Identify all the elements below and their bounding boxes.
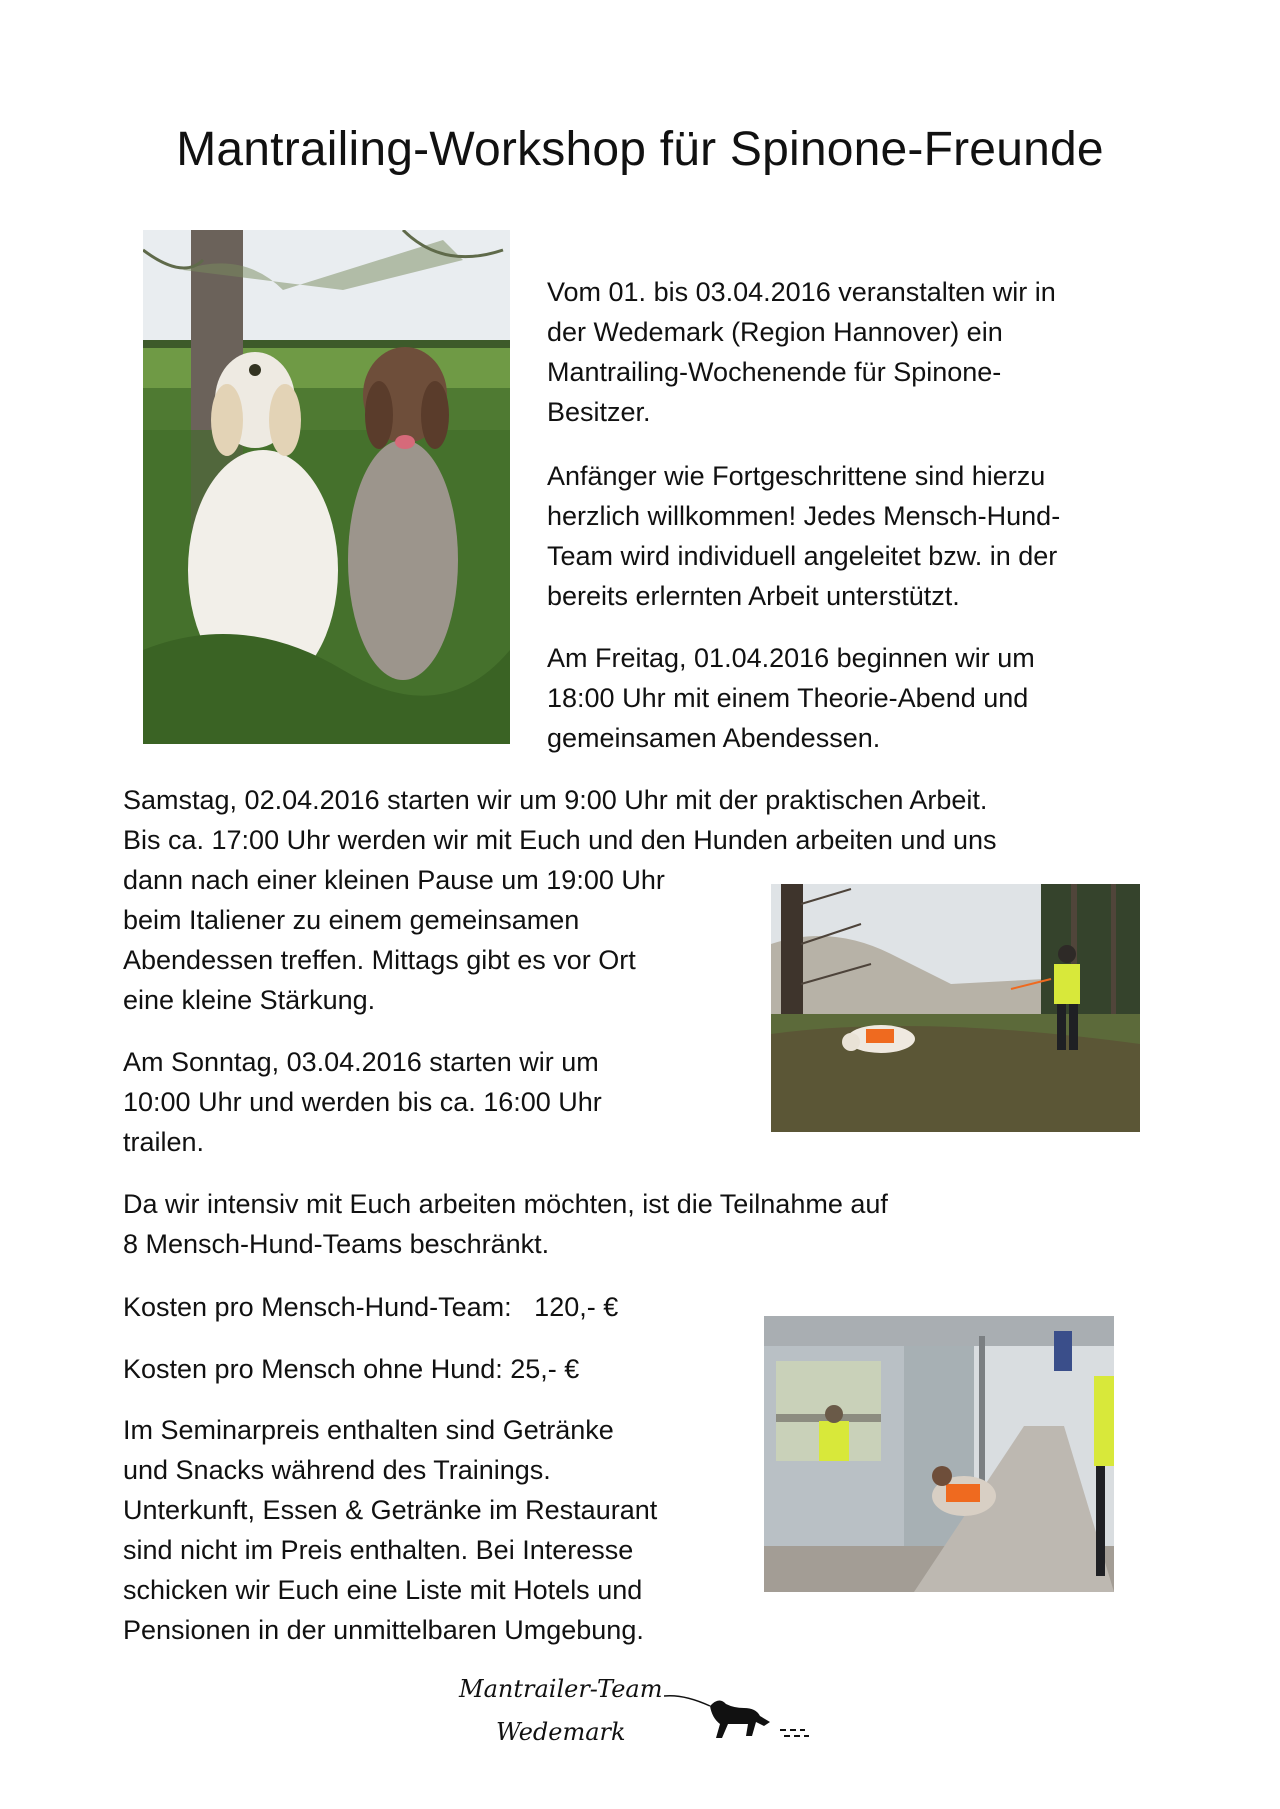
saturday-paragraph-top (123, 780, 997, 860)
dog-silhouette-icon (664, 1684, 834, 1744)
saturday-line: Bis ca. 17:00 Uhr werden wir mit Euch und den Hunden arbeiten und uns (123, 825, 997, 855)
photo-bus-stop (764, 1316, 1114, 1592)
intro-line: Vom 01. bis 03.04.2016 veranstalten wir in (547, 277, 1056, 307)
limit-line: Da wir intensiv mit Euch arbeiten möchten, ist die Teilnahme auf (123, 1189, 888, 1219)
friday-line: gemeinsamen Abendessen. (547, 723, 881, 753)
welcome-line: herzlich willkommen! Jedes Mensch-Hund- (547, 501, 1061, 531)
sunday-line: Am Sonntag, 03.04.2016 starten wir um (123, 1047, 599, 1077)
photo-trailing-field (771, 884, 1140, 1132)
included-line: und Snacks während des Trainings. (123, 1455, 551, 1485)
friday-line: 18:00 Uhr mit einem Theorie-Abend und (547, 683, 1029, 713)
included-line: schicken wir Euch eine Liste mit Hotels und (123, 1575, 643, 1605)
cost-team: Kosten pro Mensch-Hund-Team: 120,- € (123, 1292, 619, 1322)
included-line: sind nicht im Preis enthalten. Bei Interesse (123, 1535, 634, 1565)
photo-two-spinone-dogs (143, 230, 510, 744)
intro-paragraph (547, 272, 1056, 432)
limit-line: 8 Mensch-Hund-Teams beschränkt. (123, 1229, 550, 1259)
saturday-line: beim Italiener zu einem gemeinsamen (123, 905, 580, 935)
sunday-paragraph (123, 1042, 602, 1162)
saturday-paragraph-rest (123, 860, 665, 1020)
welcome-line: bereits erlernten Arbeit unterstützt. (547, 581, 960, 611)
included-line: Im Seminarpreis enthalten sind Getränke (123, 1415, 614, 1445)
sunday-line: 10:00 Uhr und werden bis ca. 16:00 Uhr (123, 1087, 602, 1117)
logo-line-team: Mantrailer-Team (459, 1675, 663, 1703)
friday-line: Am Freitag, 01.04.2016 beginnen wir um (547, 643, 1035, 673)
saturday-line: dann nach einer kleinen Pause um 19:00 Uhr (123, 865, 665, 895)
welcome-paragraph (547, 456, 1060, 616)
welcome-line: Anfänger wie Fortgeschrittene sind hierzu (547, 461, 1046, 491)
sunday-line: trailen. (123, 1127, 205, 1157)
saturday-line: eine kleine Stärkung. (123, 985, 376, 1015)
saturday-line: Abendessen treffen. Mittags gibt es vor Ort (123, 945, 636, 975)
friday-paragraph (547, 638, 1035, 758)
intro-line: Mantrailing-Wochenende für Spinone- (547, 357, 1002, 387)
included-line: Unterkunft, Essen & Getränke im Restaurant (123, 1495, 658, 1525)
saturday-line: Samstag, 02.04.2016 starten wir um 9:00 Uhr mit der praktischen Arbeit. (123, 785, 988, 815)
limit-paragraph (123, 1184, 888, 1264)
included-line: Pensionen in der unmittelbaren Umgebung. (123, 1615, 644, 1645)
logo-line-wedemark: Wedemark (496, 1718, 626, 1746)
intro-line: der Wedemark (Region Hannover) ein (547, 317, 1003, 347)
page-title: Mantrailing-Workshop für Spinone-Freunde (176, 123, 1104, 176)
welcome-line: Team wird individuell angeleitet bzw. in der (547, 541, 1058, 571)
cost-person: Kosten pro Mensch ohne Hund: 25,- € (123, 1354, 580, 1384)
included-paragraph (123, 1410, 657, 1650)
intro-line: Besitzer. (547, 397, 651, 427)
